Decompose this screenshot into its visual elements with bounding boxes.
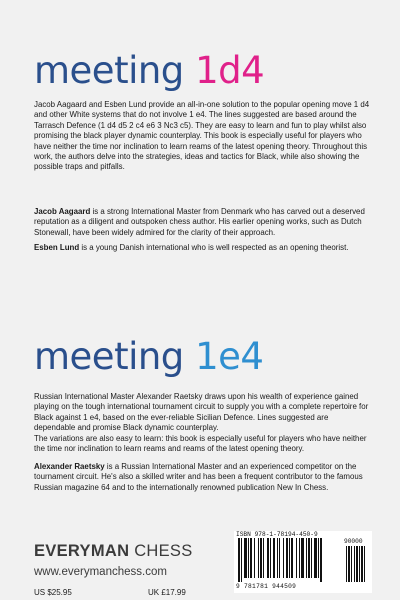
- section-1-heading-move: 1d4: [195, 49, 265, 92]
- section-1-heading-word: meeting: [34, 49, 184, 92]
- barcode-bar: [279, 538, 280, 578]
- barcode-bars: [238, 538, 365, 582]
- barcode-addon-bar: [361, 546, 363, 582]
- publisher-name-bold: EVERYMAN: [34, 542, 130, 560]
- barcode-addon-bar: [351, 546, 352, 582]
- price-uk: UK £17.99: [148, 588, 186, 597]
- barcode-addon-bar: [359, 546, 360, 582]
- section-1-intro: Jacob Aagaard and Esben Lund provide an all-in-one solution to the popular opening move 1 d4 and other White systems that do not involve 1 e4. The lines suggested are based around the Tarrasch Defence (1 d4 d5 2 c4 e6 3 Nc3 c5). They are easy to learn and fun to play whilst also promising the black player dynamic counterplay. This book is especially useful for players who have neither the time nor inclination to learn reams of the latest opening theory. Throughout this work, the authors delve into the strategies, ideas and tactics for Black, while also showing the possible traps and pitfalls.: [34, 100, 370, 172]
- barcode-bar: [318, 538, 319, 578]
- barcode-bar: [270, 538, 271, 578]
- barcode-addon-bar: [348, 546, 350, 582]
- section-1-heading: [34, 49, 265, 92]
- ean-digits: 9 781781 944509: [236, 583, 297, 590]
- author-2-bio: [34, 243, 370, 253]
- barcode-bar: [273, 538, 275, 578]
- author-3-name: Alexander Raetsky: [34, 462, 105, 471]
- barcode-bar: [241, 538, 242, 582]
- barcode-bar: [238, 538, 240, 582]
- barcode-bar: [311, 538, 312, 578]
- author-1-bio-text: is a strong International Master from Denmark who has carved out a deserved reputation as a diligent and outspoken chess author. His earlier opening works, such as Dutch Stonewall, have been widely admired for the clarity of their approach.: [34, 207, 365, 237]
- barcode-bar: [286, 538, 288, 578]
- section-2-intro-text-2: The variations are also easy to learn: this book is especially useful for players who have neither the time nor inclination to learn reams and reams of the latest opening theory.: [34, 433, 367, 454]
- barcode-bar: [248, 538, 249, 578]
- publisher-website: www.everymanchess.com: [34, 566, 167, 578]
- publisher-logo: [34, 542, 193, 561]
- section-2-heading-word: meeting: [34, 335, 184, 378]
- barcode-bar: [301, 538, 304, 578]
- author-3-bio-text: is a Russian International Master and an experienced competitor on the tournament circuit. He's also a skilled writer and has been a frequent contributor to the famous Russian magazine 64 and to the internationally renowned publication New In Chess.: [34, 462, 363, 492]
- barcode-icon: [236, 538, 370, 584]
- barcode-bar: [320, 538, 322, 582]
- section-2-heading-move: 1e4: [195, 335, 264, 378]
- publisher-name-light: CHESS: [129, 542, 193, 560]
- barcode-bar: [306, 538, 307, 578]
- barcode-bar: [258, 538, 259, 578]
- barcode-bar: [296, 538, 297, 578]
- barcode-bar: [283, 538, 284, 578]
- barcode-bar: [250, 538, 252, 578]
- author-3-bio: [34, 462, 370, 493]
- author-2-name: Esben Lund: [34, 243, 80, 252]
- barcode-bar: [291, 538, 293, 578]
- barcode-bar: [289, 538, 290, 578]
- section-2-intro: [34, 392, 370, 454]
- barcode-addon-bar: [354, 546, 355, 582]
- barcode-addon-number: 90000: [344, 538, 363, 545]
- barcode-bar: [267, 538, 269, 578]
- barcode-addon-bar: [356, 546, 358, 582]
- barcode-bar: [308, 538, 310, 578]
- barcode-addon-bar: [346, 546, 347, 582]
- price-us: US $25.95: [34, 588, 72, 597]
- barcode-bar: [277, 538, 278, 578]
- author-1-name: Jacob Aagaard: [34, 207, 91, 216]
- section-2-intro-text: Russian International Master Alexander Raetsky draws upon his wealth of experience gained playing on the tough international tournament circuit to supply you with a complete repertoire for Black against 1 e4, based on the ever-reliable Sicilian Defence. Lines suggested are dependable and promise Black dynamic counterplay.: [34, 392, 369, 433]
- barcode-bar: [254, 538, 255, 578]
- barcode-addon-bar: [364, 546, 365, 582]
- section-2-heading: [34, 335, 264, 378]
- barcode-bar: [260, 538, 262, 578]
- author-2-bio-text: is a young Danish international who is well respected as an opening theorist.: [79, 243, 349, 252]
- author-1-bio: [34, 207, 370, 238]
- barcode-bar: [314, 538, 317, 578]
- barcode-bar: [263, 538, 264, 578]
- barcode-bar: [299, 538, 300, 578]
- barcode-bar: [244, 538, 247, 578]
- isbn-number: ISBN 978-1-78194-450-9: [236, 531, 318, 538]
